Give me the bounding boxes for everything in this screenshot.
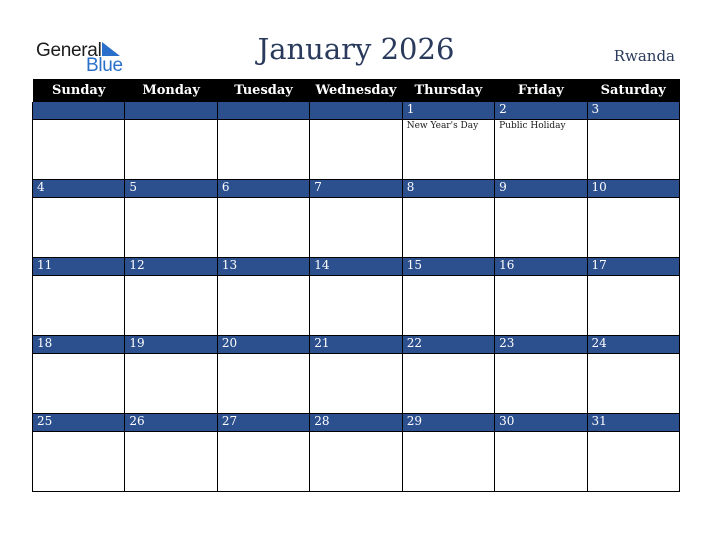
day-number: 21 [310,336,402,354]
day-cell [125,120,217,180]
day-number: 29 [402,414,494,432]
week-body-row [33,198,680,258]
day-number: 5 [125,180,217,198]
day-cell [587,198,679,258]
day-number: 2 [495,102,587,120]
day-cell [217,432,309,492]
day-cell [402,354,494,414]
day-cell [310,276,402,336]
day-number: 6 [217,180,309,198]
day-number: 1 [402,102,494,120]
day-cell [587,354,679,414]
logo-blue-text: Blue [86,55,123,76]
day-cell [33,198,125,258]
day-number: 4 [33,180,125,198]
day-number: 30 [495,414,587,432]
day-cell [217,120,309,180]
week-body-row [33,276,680,336]
day-cell [217,276,309,336]
day-cell [125,198,217,258]
day-cell [33,432,125,492]
day-cell [402,198,494,258]
day-number [125,102,217,120]
weekday-header: Tuesday [217,79,309,102]
logo-general-text: General [36,40,102,61]
day-number: 23 [495,336,587,354]
day-cell [125,432,217,492]
weekday-header: Wednesday [310,79,402,102]
day-number: 7 [310,180,402,198]
day-number: 17 [587,258,679,276]
week-body-row [33,354,680,414]
day-number: 28 [310,414,402,432]
day-number: 24 [587,336,679,354]
day-number: 26 [125,414,217,432]
day-cell [33,354,125,414]
day-cell [402,120,494,180]
day-cell [495,354,587,414]
day-number: 10 [587,180,679,198]
weekday-header: Friday [495,79,587,102]
day-number: 15 [402,258,494,276]
week-body-row [33,120,680,180]
day-number [217,102,309,120]
day-number: 12 [125,258,217,276]
week-body-row [33,432,680,492]
day-cell [587,276,679,336]
day-cell [33,276,125,336]
day-cell [495,276,587,336]
day-cell [402,432,494,492]
day-cell [310,120,402,180]
day-number: 13 [217,258,309,276]
holiday-label: New Year's Day [406,121,479,131]
day-number [310,102,402,120]
week-number-row [33,180,680,198]
day-number: 22 [402,336,494,354]
day-cell [217,354,309,414]
month-calendar-grid [32,79,680,492]
holiday-label: Public Holiday [499,121,566,131]
day-cell [33,120,125,180]
day-number: 25 [33,414,125,432]
day-number: 3 [587,102,679,120]
day-number [33,102,125,120]
day-number: 27 [217,414,309,432]
day-cell [495,120,587,180]
day-cell [310,432,402,492]
weekday-header: Thursday [402,79,494,102]
calendar-title: January 2026 [257,32,455,66]
day-cell [402,276,494,336]
day-number: 8 [402,180,494,198]
weekday-header: Monday [125,79,217,102]
weekday-header-row [33,79,680,102]
day-cell [125,276,217,336]
day-number: 14 [310,258,402,276]
day-number: 16 [495,258,587,276]
day-number: 9 [495,180,587,198]
week-number-row [33,414,680,432]
weekday-header: Saturday [587,79,679,102]
day-cell [310,354,402,414]
country-label: Rwanda [613,47,675,65]
day-number: 19 [125,336,217,354]
week-number-row [33,102,680,120]
day-cell [217,198,309,258]
day-number: 31 [587,414,679,432]
day-number: 11 [33,258,125,276]
day-cell [495,432,587,492]
day-cell [125,354,217,414]
day-cell [495,198,587,258]
week-number-row [33,258,680,276]
day-cell [587,432,679,492]
day-number: 20 [217,336,309,354]
day-number: 18 [33,336,125,354]
weekday-header: Sunday [33,79,125,102]
day-cell [587,120,679,180]
day-cell [310,198,402,258]
calendar-weeks [33,102,680,492]
week-number-row [33,336,680,354]
